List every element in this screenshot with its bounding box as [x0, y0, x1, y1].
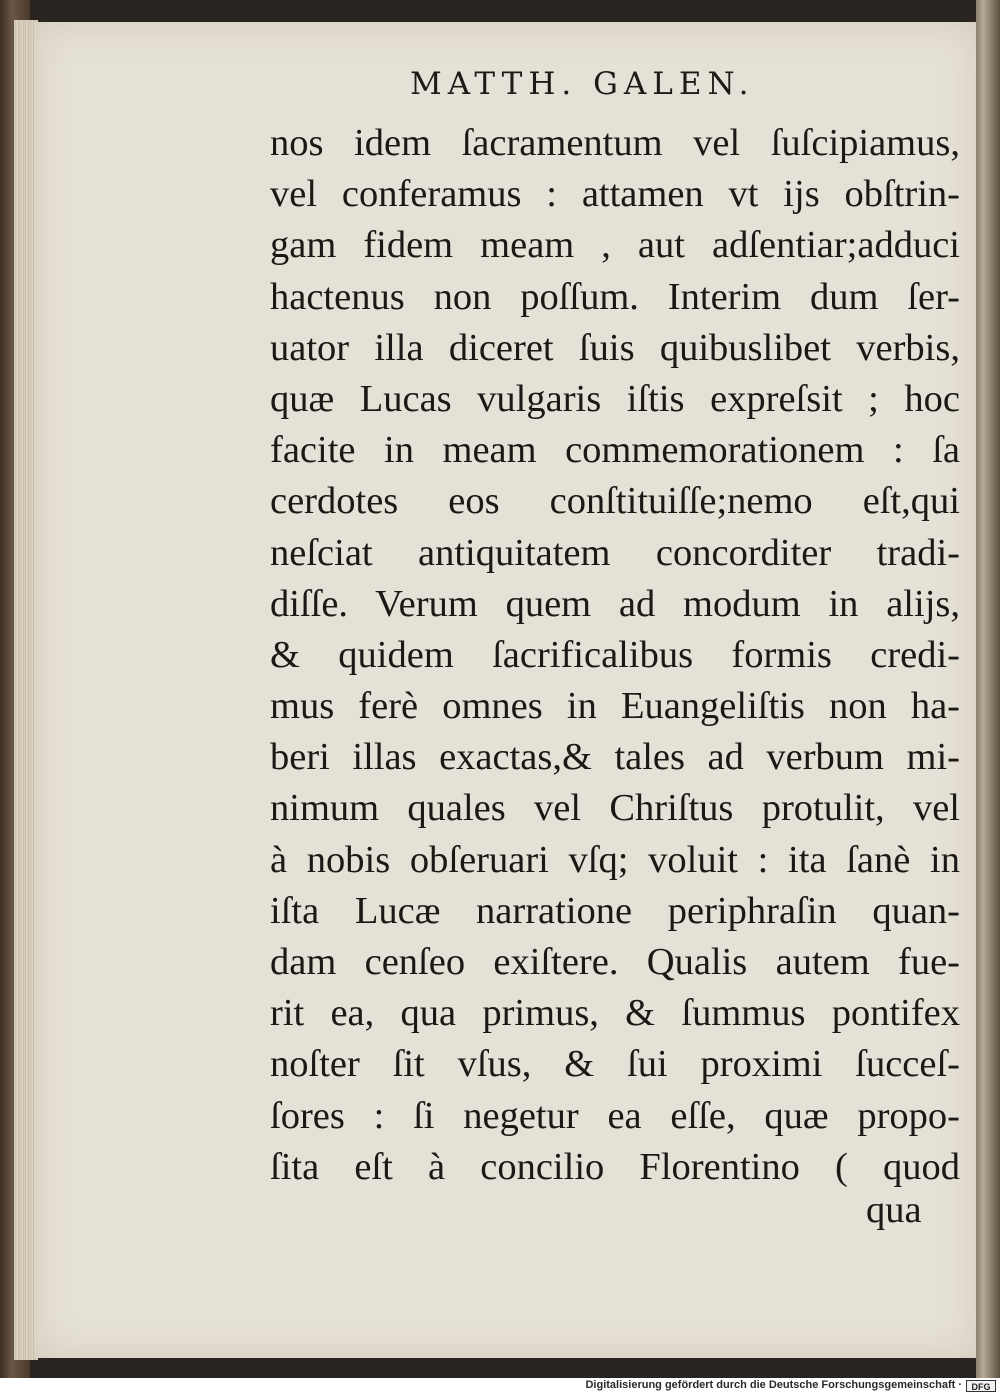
text-line: diſſe. Verum quem ad modum in alijs, — [270, 582, 960, 625]
text-line: facite in meam commemorationem : ſa — [270, 429, 960, 472]
page-gutter — [976, 0, 1000, 1378]
funding-credit: Digitalisierung gefördert durch die Deutsche Forschungsgemeinschaft · — [585, 1379, 962, 1391]
text-line: hactenus non poſſum. Interim dum ſer- — [270, 275, 960, 318]
text-line: iſta Lucæ narratione periphraſin quan- — [270, 889, 960, 932]
text-line: mus ferè omnes in Euangeliſtis non ha- — [270, 685, 960, 728]
text-line: ſita eſt à concilio Florentino ( quod — [270, 1145, 960, 1188]
text-line: vel conferamus : attamen vt ijs obſtrin- — [270, 173, 960, 216]
text-line: à nobis obſeruari vſq; voluit : ita ſanè in — [270, 838, 960, 881]
running-head: MATTH. GALEN. — [410, 66, 755, 102]
text-line: uator illa diceret ſuis quibuslibet verbis, — [270, 326, 960, 369]
text-line: gam fidem meam , aut adſentiar;adduci — [270, 224, 960, 267]
text-line: beri illas exactas,& tales ad verbum mi- — [270, 736, 960, 779]
text-line: cerdotes eos conſtituiſſe;nemo eſt,qui — [270, 480, 960, 523]
text-line: & quidem ſacrificalibus formis credi- — [270, 633, 960, 676]
text-line: quæ Lucas vulgaris iſtis expreſsit ; hoc — [270, 377, 960, 420]
catchword: qua — [866, 1189, 922, 1231]
text-line: nimum quales vel Chriſtus protulit, vel — [270, 787, 960, 830]
text-line: dam cenſeo exiſtere. Qualis autem fue- — [270, 941, 960, 983]
dfg-logo: DFG — [966, 1380, 996, 1392]
text-line: noſter ſit vſus, & ſui proximi ſucceſ- — [270, 1043, 960, 1086]
text-line: ſores : ſi negetur ea eſſe, quæ propo- — [270, 1094, 960, 1137]
text-line: nos idem ſacramentum vel ſuſcipiamus, — [270, 122, 960, 164]
text-line: rit ea, qua primus, & ſummus pontifex — [270, 992, 960, 1035]
body-text — [270, 118, 960, 1193]
text-line: neſciat antiquitatem concorditer tradi- — [270, 531, 960, 574]
